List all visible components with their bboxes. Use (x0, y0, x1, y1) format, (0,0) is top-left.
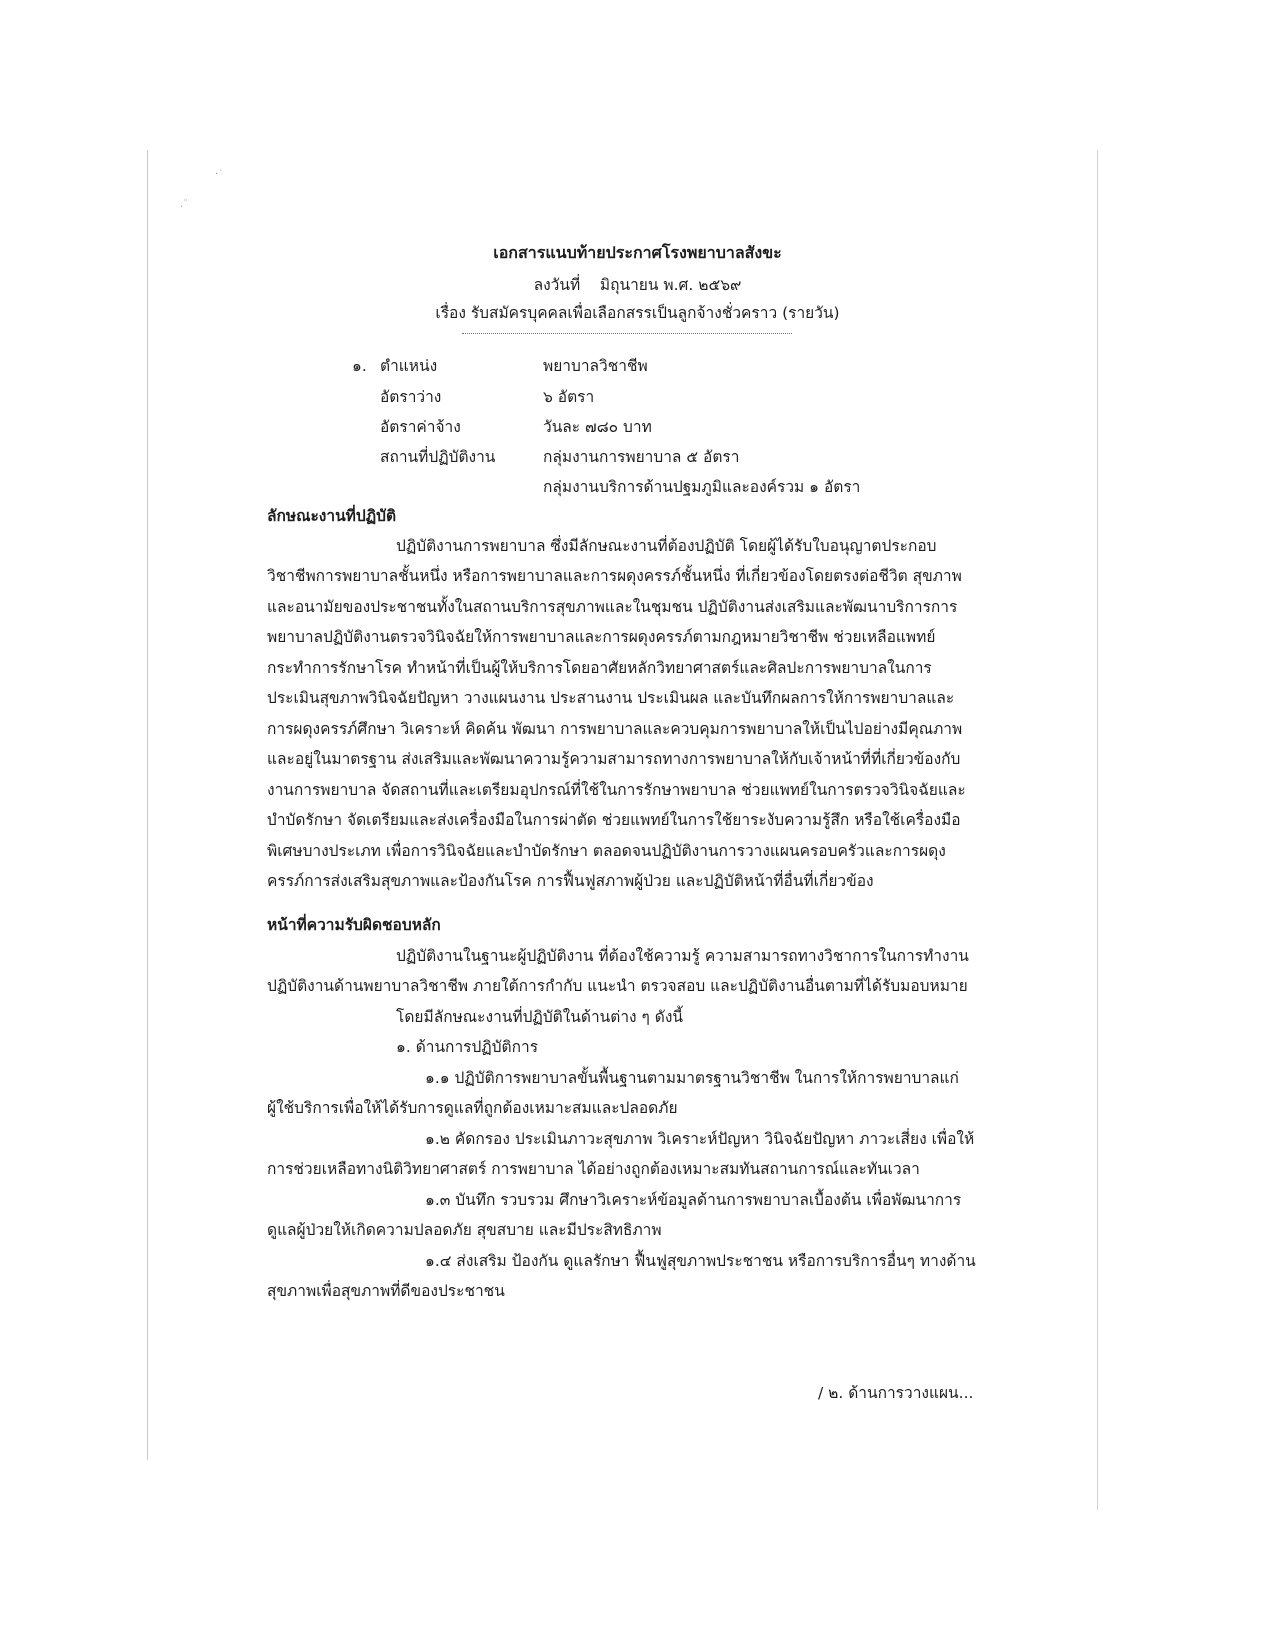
document-date: ลงวันที่ มิถุนายน พ.ศ. ๒๕๖๙ (533, 276, 742, 294)
job-nature-line: พิเศษบางประเภท เพื่อการวินิจฉัยและบำบัดรักษา ตลอดจนปฏิบัติงานการวางแผนครอบครัวและการผดุง (267, 842, 946, 860)
duties-heading: หน้าที่ความรับผิดชอบหลัก (267, 916, 441, 934)
scan-speck: ·˙ (215, 169, 224, 180)
duty-item: ผู้ใช้บริการเพื่อให้ได้รับการดูแลที่ถูกต้องเหมาะสมและปลอดภัย (267, 1099, 678, 1117)
dotted-divider (462, 333, 792, 334)
job-nature-line: ครรภ์การส่งเสริมสุขภาพและป้องกันโรค การฟื้นฟูสภาพผู้ป่วย และปฏิบัติหน้าที่อื่นที่เกี่ยวข้อง (267, 872, 874, 890)
duties-intro: โดยมีลักษณะงานที่ปฏิบัติในด้านต่าง ๆ ดังนี้ (396, 1008, 684, 1026)
job-nature-line: บำบัดรักษา จัดเตรียมและส่งเครื่องมือในการผ่าตัด ช่วยแพทย์ในการใช้ยาระงับความรู้สึก หรือใช้เครื่องมือ (267, 811, 961, 829)
document-subject: เรื่อง รับสมัครบุคคลเพื่อเลือกสรรเป็นลูกจ้างชั่วคราว (รายวัน) (435, 304, 840, 322)
duty-item: ๑.๒ คัดกรอง ประเมินภาวะสุขภาพ วิเคราะห์ปัญหา วินิจฉัยปัญหา ภาวะเสี่ยง เพื่อให้ (425, 1130, 975, 1148)
job-nature-line: วิชาชีพการพยาบาลชั้นหนึ่ง หรือการพยาบาลและการผดุงครรภ์ชั้นหนึ่ง ที่เกี่ยวข้องโดยตรงต่อชีวิต สุขภาพ (267, 567, 962, 585)
job-nature-line: และอนามัยของประชาชนทั้งในสถานบริการสุขภาพและในชุมชน ปฏิบัติงานส่งเสริมและพัฒนาบริการการ (267, 598, 958, 616)
vacancy-label: อัตราว่าง (380, 388, 442, 406)
scan-speck: .¨ (180, 199, 189, 210)
duty-item: การช่วยเหลือทางนิติวิทยาศาสตร์ การพยาบาล ได้อย่างถูกต้องเหมาะสมทันสถานการณ์และทันเวลา (267, 1160, 920, 1178)
workplace-label: สถานที่ปฏิบัติงาน (380, 448, 496, 466)
duty-item: ๑.๑ ปฏิบัติการพยาบาลขั้นพื้นฐานตามมาตรฐานวิชาชีพ ในการให้การพยาบาลแก่ (425, 1069, 959, 1087)
workplace-value-extra: กลุ่มงานบริการด้านปฐมภูมิและองค์รวม ๑ อัตรา (543, 478, 861, 496)
job-nature-line: ประเมินสุขภาพวินิจฉัยปัญหา วางแผนงาน ประสานงาน ประเมินผล และบันทึกผลการให้การพยาบาลและ (267, 689, 955, 707)
job-nature-line: งานการพยาบาล จัดสถานที่และเตรียมอุปกรณ์ที่ใช้ในการรักษาพยาบาล ช่วยแพทย์ในการตรวจวินิจฉัยและ (267, 781, 966, 799)
job-nature-heading: ลักษณะงานที่ปฏิบัติ (267, 507, 397, 525)
scan-page-edge-left (147, 150, 148, 1460)
position-number: ๑. (352, 357, 367, 375)
job-nature-line: กระทำการรักษาโรค ทำหน้าที่เป็นผู้ให้บริการโดยอาศัยหลักวิทยาศาสตร์และศิลปะการพยาบาลในการ (267, 659, 932, 677)
job-nature-line: ปฏิบัติงานการพยาบาล ซึ่งมีลักษณะงานที่ต้องปฏิบัติ โดยผู้ได้รับใบอนุญาตประกอบ (396, 537, 937, 555)
job-nature-line: การผดุงครรภ์ศึกษา วิเคราะห์ คิดค้น พัฒนา การพยาบาลและควบคุมการพยาบาลให้เป็นไปอย่างมีคุณภาพ (267, 720, 963, 738)
duty-item: ดูแลผู้ป่วยให้เกิดความปลอดภัย สุขสบาย และมีประสิทธิภาพ (267, 1221, 662, 1239)
position-label: ตำแหน่ง (380, 357, 438, 375)
vacancy-value: ๖ อัตรา (543, 388, 595, 406)
duties-intro: ปฏิบัติงานในฐานะผู้ปฏิบัติงาน ที่ต้องใช้ความรู้ ความสามารถทางวิชาการในการทำงาน (396, 947, 969, 965)
job-nature-line: พยาบาลปฏิบัติงานตรวจวินิจฉัยให้การพยาบาลและการผดุงครรภ์ตามกฎหมายวิชาชีพ ช่วยเหลือแพทย์ (267, 628, 936, 646)
duty-item: สุขภาพเพื่อสุขภาพที่ดีของประชาชน (267, 1282, 505, 1300)
document-title: เอกสารแนบท้ายประกาศโรงพยาบาลสังขะ (493, 243, 782, 262)
duty-item: ๑.๓ บันทึก รวบรวม ศึกษาวิเคราะห์ข้อมูลด้านการพยาบาลเบื้องต้น เพื่อพัฒนาการ (425, 1191, 962, 1209)
duties-intro: ปฏิบัติงานด้านพยาบาลวิชาชีพ ภายใต้การกำกับ แนะนำ ตรวจสอบ และปฏิบัติงานอื่นตามที่ได้รับมอบหมาย (267, 977, 968, 995)
duty-item: ๑.๔ ส่งเสริม ป้องกัน ดูแลรักษา ฟื้นฟูสุขภาพประชาชน หรือการบริการอื่นๆ ทางด้าน (425, 1252, 976, 1270)
position-value: พยาบาลวิชาชีพ (543, 357, 648, 375)
page-continuation: / ๒. ด้านการวางแผน... (818, 1384, 974, 1402)
workplace-value: กลุ่มงานการพยาบาล ๕ อัตรา (543, 448, 740, 466)
wage-value: วันละ ๗๘๐ บาท (543, 418, 652, 436)
scan-page-edge-right (1097, 150, 1098, 1510)
job-nature-line: และอยู่ในมาตรฐาน ส่งเสริมและพัฒนาความรู้ความสามารถทางการพยาบาลให้กับเจ้าหน้าที่ที่เกี่ยวข้องกับ (267, 750, 961, 768)
wage-label: อัตราค่าจ้าง (380, 418, 461, 436)
duty-area-heading: ๑. ด้านการปฏิบัติการ (396, 1038, 539, 1056)
